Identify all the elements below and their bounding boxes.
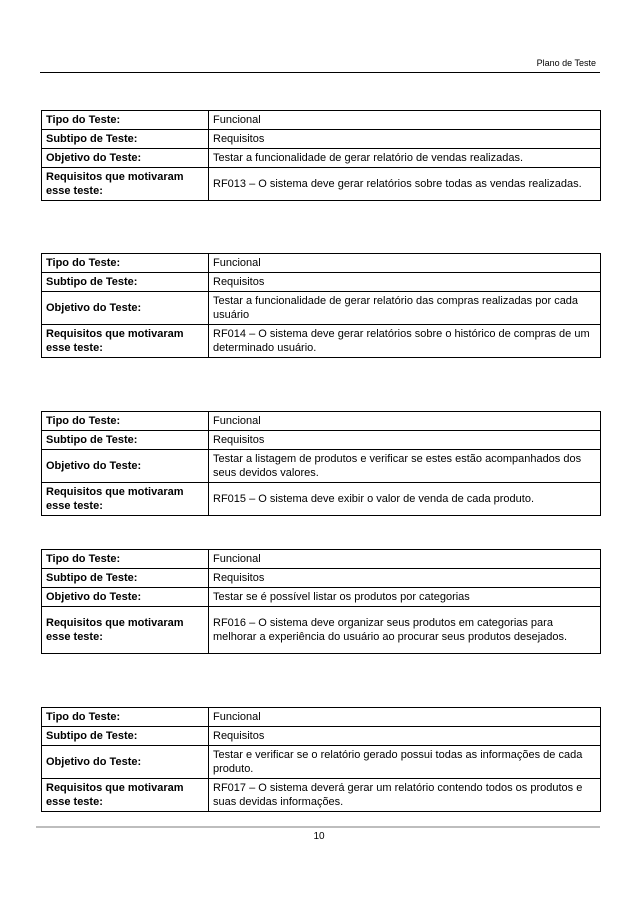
objetivo-value: Testar a funcionalidade de gerar relatório das compras realizadas por cada usuário [209,292,601,325]
tipo-label: Tipo do Teste: [42,111,209,130]
subtipo-label: Subtipo de Teste: [42,273,209,292]
table-row [42,779,601,812]
tipo-label: Tipo do Teste: [42,550,209,569]
objetivo-value: Testar a funcionalidade de gerar relatório de vendas realizadas. [209,149,601,168]
tipo-value: Funcional [209,708,601,727]
tipo-value: Funcional [209,254,601,273]
table-row [42,483,601,516]
table-row [42,412,601,431]
objetivo-label: Objetivo do Teste: [42,292,209,325]
objetivo-value: Testar e verificar se o relatório gerado possui todas as informações de cada produto. [209,746,601,779]
table-row [42,273,601,292]
requisitos-label: Requisitos que motivaram esse teste: [42,325,209,358]
objetivo-label: Objetivo do Teste: [42,746,209,779]
requisitos-label: Requisitos que motivaram esse teste: [42,607,209,654]
subtipo-label: Subtipo de Teste: [42,431,209,450]
tipo-label: Tipo do Teste: [42,254,209,273]
table-row [42,292,601,325]
requisitos-label: Requisitos que motivaram esse teste: [42,483,209,516]
table-row [42,550,601,569]
objetivo-label: Objetivo do Teste: [42,149,209,168]
subtipo-value: Requisitos [209,130,601,149]
footer-divider [36,826,600,828]
table-row [42,168,601,201]
table-row [42,130,601,149]
tipo-value: Funcional [209,550,601,569]
table-row [42,607,601,654]
objetivo-value: Testar a listagem de produtos e verificar se estes estão acompanhados dos seus devidos valores. [209,450,601,483]
subtipo-value: Requisitos [209,727,601,746]
table-row [42,727,601,746]
page-number: 10 [313,831,325,842]
table-row [42,588,601,607]
table-row [42,149,601,168]
requisitos-value: RF014 – O sistema deve gerar relatórios sobre o histórico de compras de um determinado usuário. [209,325,601,358]
table-row [42,708,601,727]
tipo-label: Tipo do Teste: [42,708,209,727]
table-row [42,431,601,450]
test-case-table [41,110,601,201]
requisitos-label: Requisitos que motivaram esse teste: [42,779,209,812]
table-row [42,111,601,130]
table-row [42,569,601,588]
subtipo-value: Requisitos [209,431,601,450]
header-divider [40,72,600,73]
requisitos-value: RF013 – O sistema deve gerar relatórios sobre todas as vendas realizadas. [209,168,601,201]
table-row [42,254,601,273]
page-header-title: Plano de Teste [536,58,596,68]
table-row [42,746,601,779]
tipo-value: Funcional [209,111,601,130]
objetivo-value: Testar se é possível listar os produtos por categorias [209,588,601,607]
requisitos-value: RF017 – O sistema deverá gerar um relatório contendo todos os produtos e suas devidas informações. [209,779,601,812]
test-case-table [41,253,601,358]
subtipo-label: Subtipo de Teste: [42,727,209,746]
table-row [42,450,601,483]
tipo-label: Tipo do Teste: [42,412,209,431]
objetivo-label: Objetivo do Teste: [42,588,209,607]
objetivo-label: Objetivo do Teste: [42,450,209,483]
table-row [42,325,601,358]
requisitos-value: RF016 – O sistema deve organizar seus produtos em categorias para melhorar a experiência do usuário ao procurar seus produtos desejados. [209,607,601,654]
test-case-table [41,411,601,516]
test-case-table [41,707,601,812]
subtipo-value: Requisitos [209,569,601,588]
tipo-value: Funcional [209,412,601,431]
requisitos-value: RF015 – O sistema deve exibir o valor de venda de cada produto. [209,483,601,516]
subtipo-value: Requisitos [209,273,601,292]
test-case-table [41,549,601,654]
subtipo-label: Subtipo de Teste: [42,569,209,588]
subtipo-label: Subtipo de Teste: [42,130,209,149]
requisitos-label: Requisitos que motivaram esse teste: [42,168,209,201]
